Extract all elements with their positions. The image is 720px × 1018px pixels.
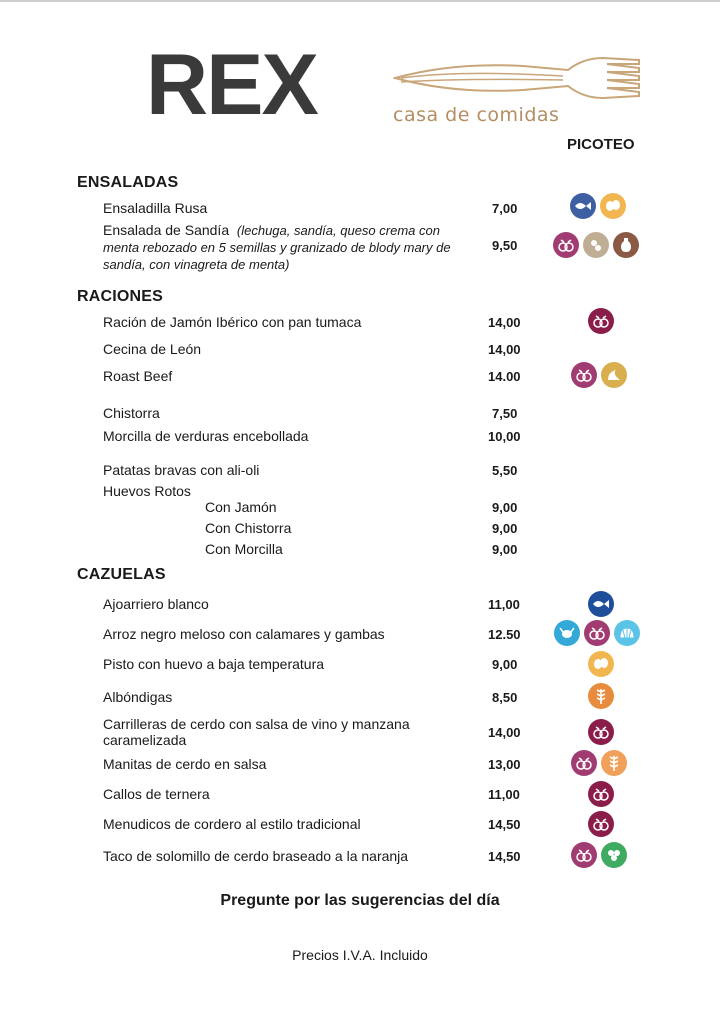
item-roastbeef: Roast Beef [103, 368, 173, 384]
brand-logo-text: REX [146, 37, 317, 133]
item-sandia-note-2: menta rebozado en 5 semillas y granizado de blody mary de [103, 240, 451, 255]
menu-subtitle: PICOTEO [567, 136, 635, 153]
item-jamon: Ración de Jamón Ibérico con pan tumaca [103, 314, 362, 330]
allergens-albondigas [588, 683, 614, 709]
vat-note: Precios I.V.A. Incluido [292, 947, 428, 963]
item-carrilleras-line1: Carrilleras de cerdo con salsa de vino y manzana [103, 716, 410, 732]
price-patatas: 5,50 [492, 463, 518, 478]
section-raciones: RACIONES [77, 288, 164, 305]
allergens-menudicos [588, 811, 614, 837]
price-arroz: 12.50 [488, 627, 521, 642]
fish-icon [570, 193, 596, 219]
item-menudicos: Menudicos de cordero al estilo tradicional [103, 816, 361, 832]
price-pisto: 9,00 [492, 657, 518, 672]
allergens-ajoarriero [588, 591, 614, 617]
sulphites-icon [553, 232, 579, 258]
allergens-taco [571, 842, 627, 868]
sulphites-icon [571, 750, 597, 776]
price-ajoarriero: 11,00 [488, 597, 520, 612]
celery-icon [601, 842, 627, 868]
sulphites-icon [588, 811, 614, 837]
item-manitas: Manitas de cerdo en salsa [103, 756, 267, 772]
sulphites-icon [571, 362, 597, 388]
price-huevos-chistorra: 9,00 [492, 521, 518, 536]
allergens-jamon [588, 308, 614, 334]
sulphites-icon [588, 719, 614, 745]
price-taco: 14,50 [488, 849, 521, 864]
allergens-ensaladilla [570, 193, 626, 219]
item-sandia-note-1: (lechuga, sandía, queso crema con [236, 223, 440, 238]
allergens-carrilleras [588, 719, 614, 745]
item-cecina: Cecina de León [103, 341, 202, 357]
item-huevos-jamon: Con Jamón [205, 499, 277, 515]
egg-icon [588, 651, 614, 677]
top-border [0, 0, 720, 2]
item-morcilla: Morcilla de verduras encebollada [103, 428, 309, 444]
price-roastbeef: 14.00 [488, 369, 521, 384]
egg-icon [600, 193, 626, 219]
sulphites-icon [588, 781, 614, 807]
item-albondigas: Albóndigas [103, 689, 173, 705]
price-sandia: 9,50 [492, 238, 518, 253]
sulphites-icon [588, 308, 614, 334]
price-cecina: 14,00 [488, 342, 521, 357]
item-carrilleras [103, 716, 410, 748]
section-ensaladas: ENSALADAS [77, 174, 179, 191]
fish-icon [588, 591, 614, 617]
price-chistorra: 7,50 [492, 406, 518, 421]
allergens-roastbeef [571, 362, 627, 388]
item-sandia-name: Ensalada de Sandía [103, 222, 230, 238]
price-manitas: 13,00 [488, 757, 521, 772]
item-patatas: Patatas bravas con ali-oli [103, 462, 260, 478]
price-huevos-morcilla: 9,00 [492, 542, 518, 557]
suggestions-note: Pregunte por las sugerencias del día [220, 892, 500, 909]
section-cazuelas: CAZUELAS [77, 566, 166, 583]
item-taco: Taco de solomillo de cerdo braseado a la naranja [103, 848, 409, 864]
price-callos: 11,00 [488, 787, 520, 802]
item-huevos-chistorra: Con Chistorra [205, 520, 292, 536]
crustacean-icon [554, 620, 580, 646]
item-sandia [103, 222, 473, 273]
sulphites-icon [584, 620, 610, 646]
item-huevos: Huevos Rotos [103, 483, 191, 499]
brand-tagline: casa de comidas [393, 104, 560, 126]
allergens-sandia [553, 232, 639, 258]
allergens-arroz [554, 620, 640, 646]
gluten-icon [601, 750, 627, 776]
allergens-pisto [588, 651, 614, 677]
item-pisto: Pisto con huevo a baja temperatura [103, 656, 325, 672]
price-albondigas: 8,50 [492, 690, 518, 705]
lupin-icon [601, 362, 627, 388]
allergens-manitas [571, 750, 627, 776]
item-ajoarriero: Ajoarriero blanco [103, 596, 209, 612]
item-ensaladilla: Ensaladilla Rusa [103, 200, 208, 216]
price-huevos-jamon: 9,00 [492, 500, 518, 515]
price-carrilleras: 14,00 [488, 725, 521, 740]
price-menudicos: 14,50 [488, 817, 521, 832]
mollusc-icon [614, 620, 640, 646]
item-callos: Callos de ternera [103, 786, 210, 802]
price-jamon: 14,00 [488, 315, 521, 330]
item-carrilleras-line2: caramelizada [103, 732, 187, 748]
gluten-icon [588, 683, 614, 709]
item-sandia-note-3: sandía, con vinagreta de menta) [103, 257, 290, 272]
allergens-callos [588, 781, 614, 807]
item-huevos-morcilla: Con Morcilla [205, 541, 283, 557]
price-morcilla: 10,00 [488, 429, 521, 444]
item-chistorra: Chistorra [103, 405, 160, 421]
nuts-icon [583, 232, 609, 258]
mustard-icon [613, 232, 639, 258]
item-arroz: Arroz negro meloso con calamares y gambas [103, 626, 385, 642]
fork-logo-icon [393, 52, 641, 104]
sulphites-icon [571, 842, 597, 868]
price-ensaladilla: 7,00 [492, 201, 518, 216]
